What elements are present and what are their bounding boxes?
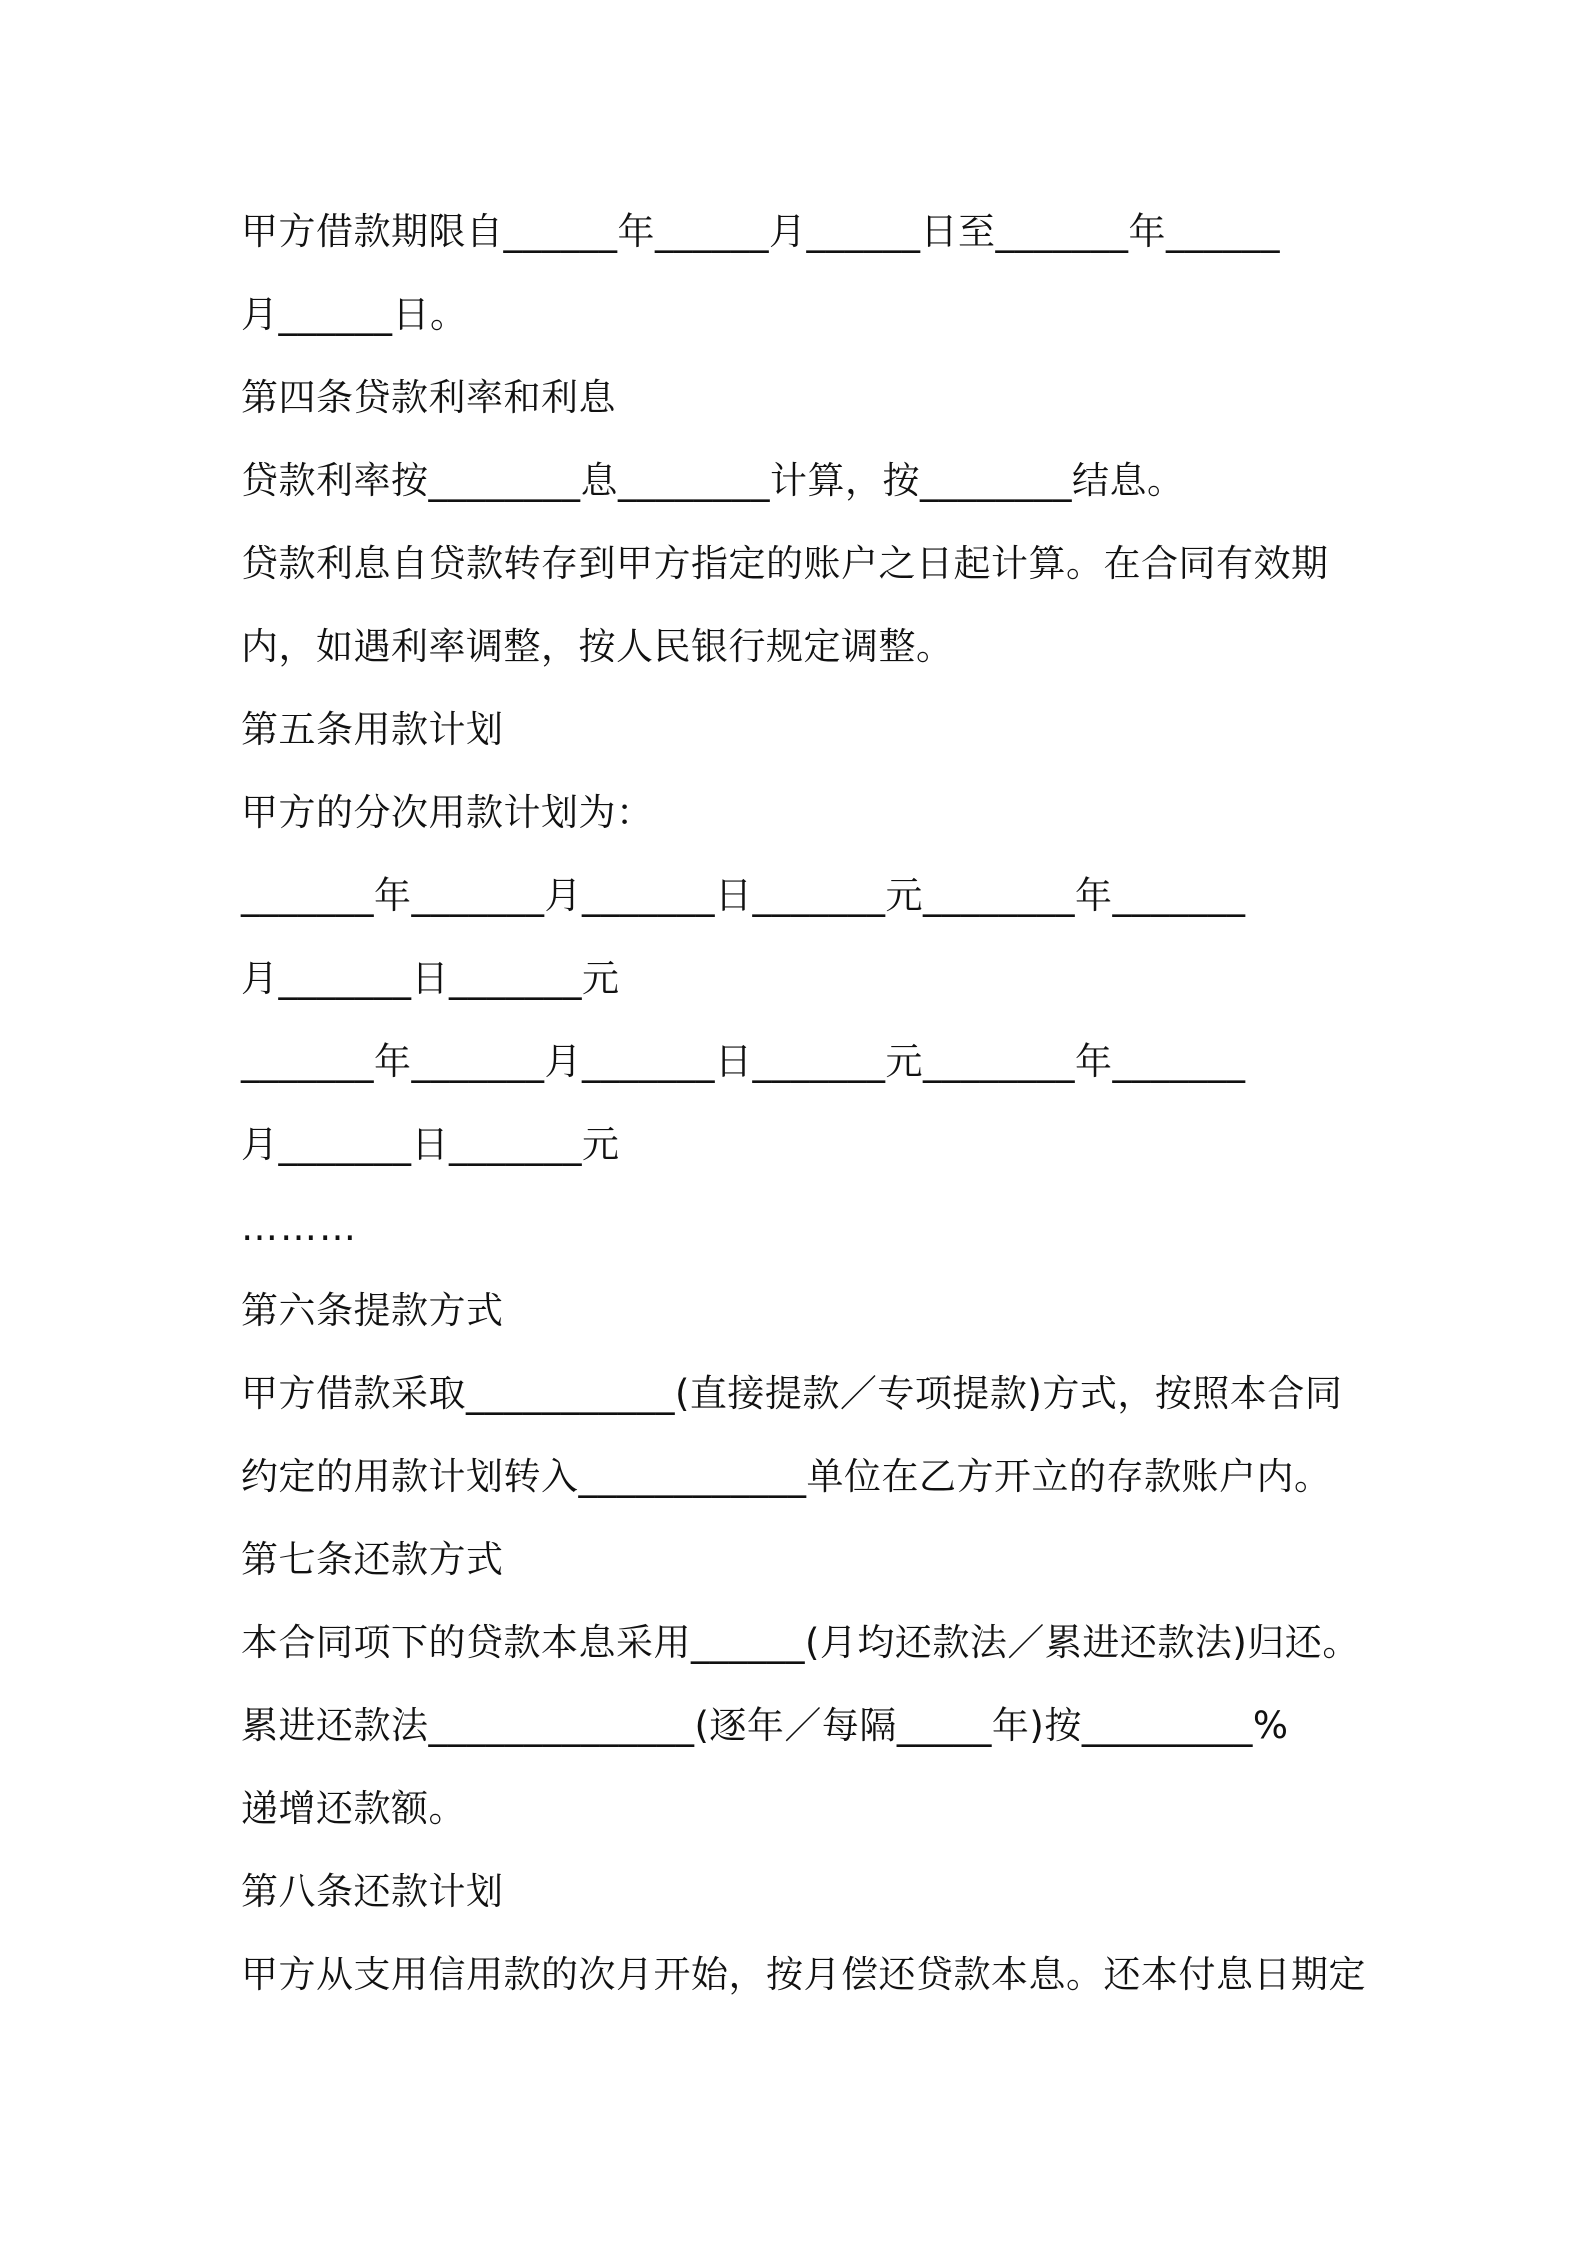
- text-line: 本合同项下的贷款本息采用______(月均还款法／累进还款法)归还。: [241, 1621, 1360, 1664]
- text-line: 甲方借款采取___________(直接提款／专项提款)方式，按照本合同: [241, 1372, 1343, 1415]
- text-line: 月_______日_______元: [241, 1123, 620, 1166]
- section-heading: 第八条还款计划: [241, 1870, 504, 1913]
- text-line: 累进还款法______________(逐年／每隔_____年)按_________%: [241, 1704, 1289, 1747]
- section-heading: 第六条提款方式: [241, 1289, 504, 1332]
- section-heading: 第四条贷款利率和利息: [241, 376, 616, 419]
- text-line: 递增还款额。: [241, 1787, 466, 1830]
- text-line: 月_______日_______元: [241, 957, 620, 1000]
- text-line: _______年_______月_______日_______元________年_______: [241, 874, 1246, 917]
- ellipsis-line: ………: [241, 1206, 358, 1249]
- section-heading: 第七条还款方式: [241, 1538, 504, 1581]
- text-line: 甲方的分次用款计划为：: [241, 791, 654, 834]
- text-line: 月______日。: [241, 293, 468, 336]
- text-line: 贷款利息自贷款转存到甲方指定的账户之日起计算。在合同有效期: [241, 542, 1329, 585]
- text-line: 甲方从支用信用款的次月开始，按月偿还贷款本息。还本付息日期定: [241, 1953, 1366, 1996]
- text-line: 贷款利率按________息________计算，按________结息。: [241, 459, 1185, 502]
- text-line: 内，如遇利率调整，按人民银行规定调整。: [241, 625, 954, 668]
- text-line: 甲方借款期限自______年______月______日至_______年______: [241, 210, 1280, 253]
- document-page: [241, 190, 1371, 2016]
- text-line: 约定的用款计划转入____________单位在乙方开立的存款账户内。: [241, 1455, 1332, 1498]
- text-line: _______年_______月_______日_______元________年_______: [241, 1040, 1246, 1083]
- section-heading: 第五条用款计划: [241, 708, 504, 751]
